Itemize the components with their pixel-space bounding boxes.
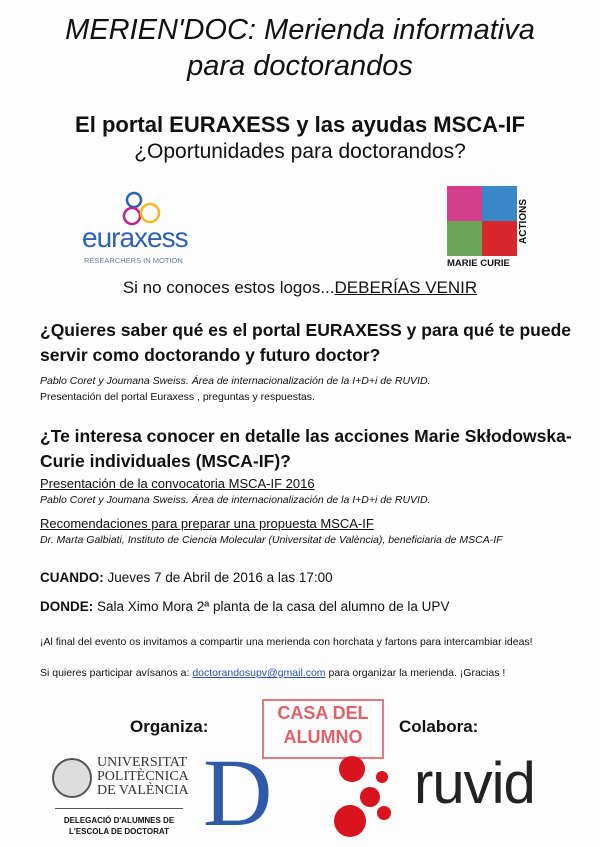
euraxess-tagline: RESEARCHERS IN MOTION xyxy=(84,256,183,265)
title-line-2: para doctorandos xyxy=(187,50,413,82)
title-line-1: MERIEN'DOC: Merienda informativa xyxy=(65,14,535,46)
casa-del-alumno-stamp: CASA DEL ALUMNO xyxy=(262,699,384,759)
delegacio-d-logo: D xyxy=(203,739,273,846)
marie-curie-actions-text: ACTIONS xyxy=(518,199,529,245)
talk-1-title: Presentación de la convocatoria MSCA-IF 2016 xyxy=(40,476,315,491)
talk-2-title: Recomendaciones para preparar una propuesta MSCA-IF xyxy=(40,516,374,531)
section2-question-2: Curie individuales (MSCA-IF)? xyxy=(40,451,291,471)
delegacio-text: DELEGACIÓ D'ALUMNES DE L'ESCOLA DE DOCTORAT xyxy=(63,816,175,836)
talk-2-speakers: Dr. Marta Galbiati, Instituto de Ciencia Molecular (Universitat de València), beneficiaria de MSCA-IF xyxy=(40,534,503,546)
when: CUANDO: Jueves 7 de Abril de 2016 a las 17:00 xyxy=(40,570,333,585)
section1-description: Presentación del portal Euraxess , preguntas y respuestas. xyxy=(40,391,315,403)
subtitle-line-2: ¿Oportunidades para doctorandos? xyxy=(134,140,466,163)
talk-1-speakers: Pablo Coret y Joumana Sweiss. Área de internacionalización de la I+D+i de RUVID. xyxy=(40,494,431,506)
section2-question-1: ¿Te interesa conocer en detalle las acciones Marie Skłodowska- xyxy=(40,426,572,446)
ruvid-wordmark: ruvid xyxy=(414,751,535,816)
teaser: Si no conoces estos logos...DEBERÍAS VENIR xyxy=(122,278,478,297)
marie-curie-text: MARIE CURIE xyxy=(447,258,510,269)
contact: Si quieres participar avísanos a: doctorandosupv@gmail.com para organizar la merienda. ¡Gracias ! xyxy=(40,667,506,679)
email-link[interactable]: doctorandosupv@gmail.com xyxy=(192,667,326,679)
upv-seal-icon xyxy=(52,758,92,798)
note: ¡Al final del evento os invitamos a compartir una merienda con horchata y fartons para intercambiar ideas! xyxy=(40,636,533,648)
where: DONDE: Sala Ximo Mora 2ª planta de la casa del alumno de la UPV xyxy=(40,599,450,614)
colabora-label: Colabora: xyxy=(399,717,479,736)
marie-curie-logo xyxy=(447,186,529,270)
euraxess-wordmark: euraxess xyxy=(82,222,188,253)
upv-logo-text: UNIVERSITAT POLITÈCNICA DE VALÈNCIA xyxy=(97,755,189,798)
organiza-label: Organiza: xyxy=(130,717,209,736)
subtitle-line-1: El portal EURAXESS y las ayudas MSCA-IF xyxy=(75,112,525,137)
section1-question-1: ¿Quieres saber qué es el portal EURAXESS y para qué te puede xyxy=(40,320,572,340)
section1-speakers: Pablo Coret y Joumana Sweiss. Área de internacionalización de la I+D+i de RUVID. xyxy=(40,375,431,387)
euraxess-logo xyxy=(80,188,210,268)
ruvid-dots-icon xyxy=(330,755,410,840)
section1-question-2: servir como doctorando y futuro doctor? xyxy=(40,345,381,365)
